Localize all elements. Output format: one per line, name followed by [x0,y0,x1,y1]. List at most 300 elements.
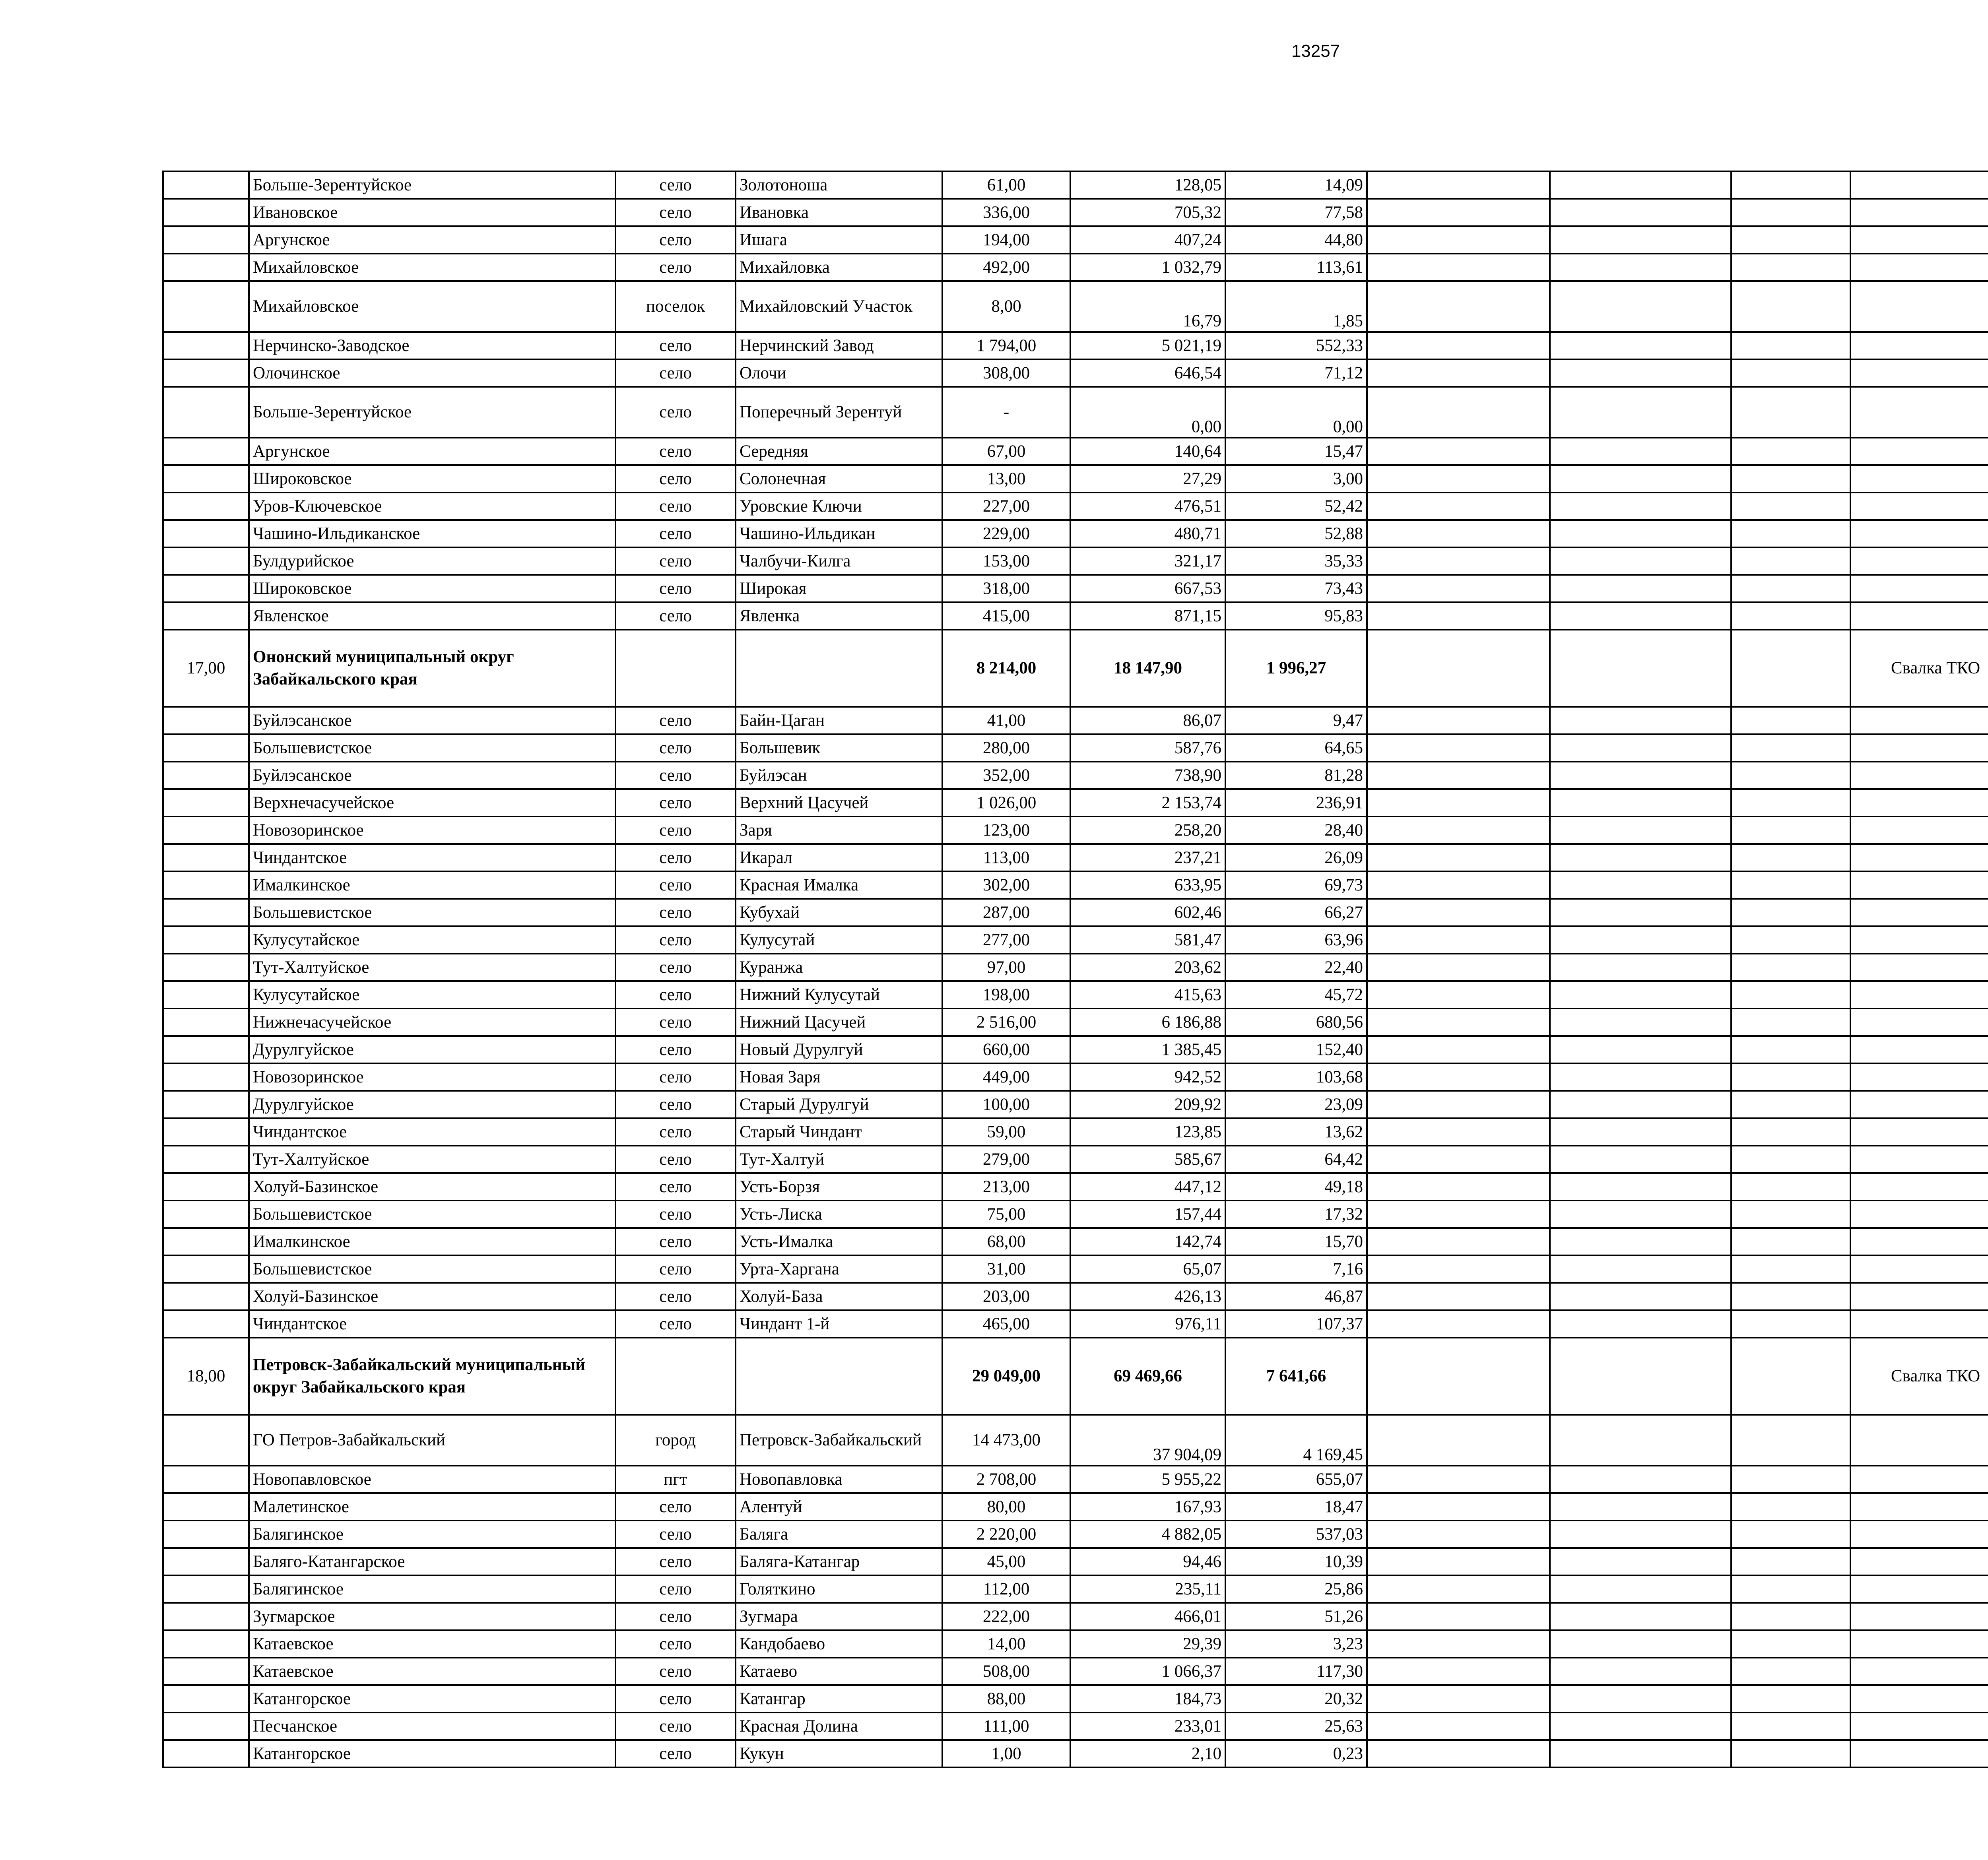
row-number [163,1063,249,1091]
empty-cell [1731,789,1850,817]
settlement-name: Баляго-Катангарское [249,1548,615,1575]
empty-cell [1731,438,1850,465]
district-row [163,630,1988,707]
empty-cell [1550,1493,1731,1521]
table-row [163,734,1988,762]
empty-cell [1731,1310,1850,1338]
population-value: 41,00 [942,707,1070,734]
empty-cell [1367,734,1550,762]
row-number [163,762,249,789]
population-value: 1 794,00 [942,332,1070,359]
volume-value: 321,17 [1070,547,1225,575]
table-row [163,871,1988,899]
district-volume: 18 147,90 [1070,630,1225,707]
mass-value: 1,85 [1225,281,1367,332]
empty-cell [1850,575,1988,602]
empty-cell [1367,1740,1550,1767]
table-row [163,1415,1988,1466]
table-row [163,602,1988,630]
empty-cell [1367,281,1550,332]
settlement-name: Уров-Ключевское [249,493,615,520]
volume-value: 86,07 [1070,707,1225,734]
population-value: 123,00 [942,817,1070,844]
row-number [163,1521,249,1548]
population-value: 287,00 [942,899,1070,926]
volume-value: 209,92 [1070,1091,1225,1118]
table-row [163,575,1988,602]
volume-value: 258,20 [1070,817,1225,844]
empty-cell [1850,707,1988,734]
empty-cell [1731,817,1850,844]
empty-cell [1550,844,1731,871]
empty-cell [1367,1283,1550,1310]
volume-value: 2,10 [1070,1740,1225,1767]
empty-cell [1550,899,1731,926]
empty-cell [1731,1146,1850,1173]
empty-cell [1367,602,1550,630]
empty-cell [1850,1091,1988,1118]
empty-cell [1850,1630,1988,1658]
empty-cell [1550,1091,1731,1118]
empty-cell [1731,1713,1850,1740]
volume-value: 27,29 [1070,465,1225,493]
row-number [163,899,249,926]
population-value: - [942,387,1070,438]
locality-name: Баляга [736,1521,942,1548]
volume-value: 585,67 [1070,1146,1225,1173]
volume-value: 1 066,37 [1070,1658,1225,1685]
locality-name: Красная Ималка [736,871,942,899]
empty-cell [1367,254,1550,281]
empty-cell [1550,387,1731,438]
population-value: 308,00 [942,359,1070,387]
locality-type: село [615,575,736,602]
empty-cell [1550,520,1731,547]
row-number [163,520,249,547]
mass-value: 64,65 [1225,734,1367,762]
empty-cell [1850,1548,1988,1575]
locality-name: Алентуй [736,1493,942,1521]
mass-value: 680,56 [1225,1009,1367,1036]
population-value: 45,00 [942,1548,1070,1575]
population-value: 75,00 [942,1201,1070,1228]
locality-type: село [615,1228,736,1255]
empty-cell [1550,1228,1731,1255]
empty-cell [1731,1521,1850,1548]
mass-value: 152,40 [1225,1036,1367,1063]
empty-cell [1731,630,1850,707]
volume-value: 1 032,79 [1070,254,1225,281]
district-name: Ононский муниципальный округ Забайкальского края [249,630,615,707]
empty-cell [1731,359,1850,387]
empty-cell [1550,1521,1731,1548]
empty-cell [1367,226,1550,254]
locality-type: село [615,1063,736,1091]
mass-value: 81,28 [1225,762,1367,789]
empty-cell [1550,226,1731,254]
population-value: 492,00 [942,254,1070,281]
empty-cell [1850,817,1988,844]
settlement-name: Нерчинско-Заводское [249,332,615,359]
empty-cell [1367,1658,1550,1685]
locality-type: село [615,1713,736,1740]
volume-value: 466,01 [1070,1603,1225,1630]
locality-type: село [615,734,736,762]
empty-cell [1850,1036,1988,1063]
row-number [163,1658,249,1685]
empty-cell [1550,1658,1731,1685]
mass-value: 66,27 [1225,899,1367,926]
locality-type: село [615,899,736,926]
table-row [163,199,1988,226]
empty-cell [1850,1575,1988,1603]
empty-cell [1367,1118,1550,1146]
mass-value: 25,63 [1225,1713,1367,1740]
empty-cell [1367,1575,1550,1603]
volume-value: 2 153,74 [1070,789,1225,817]
empty-cell [1850,1658,1988,1685]
empty-cell [1367,871,1550,899]
empty-cell [1550,1009,1731,1036]
mass-value: 113,61 [1225,254,1367,281]
table-row [163,226,1988,254]
empty-cell [1850,1118,1988,1146]
empty-cell [1367,199,1550,226]
empty-cell [1550,602,1731,630]
empty-cell [1731,1173,1850,1201]
empty-cell [1550,1173,1731,1201]
volume-value: 871,15 [1070,602,1225,630]
row-number [163,1228,249,1255]
empty-cell [1850,981,1988,1009]
table-row [163,465,1988,493]
empty-cell [1731,1228,1850,1255]
page-number: 13257 [1291,41,1340,61]
empty-cell [1550,762,1731,789]
settlement-name: ГО Петров-Забайкальский [249,1415,615,1466]
settlement-name: Тут-Халтуйское [249,1146,615,1173]
empty-cell [1367,520,1550,547]
volume-value: 142,74 [1070,1228,1225,1255]
locality-type: село [615,387,736,438]
population-value: 111,00 [942,1713,1070,1740]
mass-value: 46,87 [1225,1283,1367,1310]
district-volume: 69 469,66 [1070,1338,1225,1415]
empty-cell [1367,493,1550,520]
empty-cell [1731,575,1850,602]
locality-name: Баляга-Катангар [736,1548,942,1575]
empty-cell [1850,1228,1988,1255]
volume-value: 646,54 [1070,359,1225,387]
empty-cell [1731,1201,1850,1228]
settlement-name: Верхнечасучейское [249,789,615,817]
locality-type: село [615,438,736,465]
mass-value: 14,09 [1225,171,1367,199]
empty-cell [1731,199,1850,226]
row-number [163,1310,249,1338]
settlement-name: Новозоринское [249,1063,615,1091]
empty-cell [1367,547,1550,575]
locality-name: Чалбучи-Килга [736,547,942,575]
row-number [163,981,249,1009]
empty-cell [1850,171,1988,199]
population-value: 2 708,00 [942,1466,1070,1493]
mass-value: 52,42 [1225,493,1367,520]
row-number [163,1603,249,1630]
table-row [163,1740,1988,1767]
locality-type: село [615,254,736,281]
locality-type: село [615,981,736,1009]
row-number [163,1201,249,1228]
empty-cell [1850,387,1988,438]
settlement-name: Новозоринское [249,817,615,844]
locality-type: село [615,1173,736,1201]
settlement-name: Катангорское [249,1740,615,1767]
empty-cell [1731,762,1850,789]
locality-name: Усть-Ималка [736,1228,942,1255]
mass-value: 63,96 [1225,926,1367,954]
mass-value: 0,23 [1225,1740,1367,1767]
empty-cell [1731,1415,1850,1466]
table-row [163,1658,1988,1685]
table-row [163,899,1988,926]
table-row [163,520,1988,547]
settlement-name: Тут-Халтуйское [249,954,615,981]
locality-type: село [615,199,736,226]
volume-value: 476,51 [1070,493,1225,520]
empty-cell [1850,1173,1988,1201]
mass-value: 3,23 [1225,1630,1367,1658]
locality-name: Олочи [736,359,942,387]
mass-value: 45,72 [1225,981,1367,1009]
settlement-name: Аргунское [249,438,615,465]
population-value: 660,00 [942,1036,1070,1063]
empty-cell [1550,707,1731,734]
settlement-name: Холуй-Базинское [249,1283,615,1310]
empty-cell [1550,254,1731,281]
row-number [163,575,249,602]
locality-name: Чиндант 1-й [736,1310,942,1338]
mass-value: 552,33 [1225,332,1367,359]
mass-value: 4 169,45 [1225,1415,1367,1466]
population-value: 88,00 [942,1685,1070,1713]
empty-cell [1731,465,1850,493]
locality-type: село [615,226,736,254]
district-name: Петровск-Забайкальский муниципальный округ Забайкальского края [249,1338,615,1415]
volume-value: 5 955,22 [1070,1466,1225,1493]
empty-cell [1850,899,1988,926]
empty-cell [1367,899,1550,926]
settlement-name: Катаевское [249,1630,615,1658]
empty-cell [1850,844,1988,871]
empty-cell [1850,1685,1988,1713]
mass-value: 26,09 [1225,844,1367,871]
empty-cell [1367,1091,1550,1118]
population-value: 198,00 [942,981,1070,1009]
locality-type: село [615,1146,736,1173]
empty-cell [1731,1283,1850,1310]
empty-cell [1850,1063,1988,1091]
table-row [163,844,1988,871]
locality-name: Нижний Цасучей [736,1009,942,1036]
locality-type: село [615,1548,736,1575]
empty-cell [1850,954,1988,981]
mass-value: 22,40 [1225,954,1367,981]
mass-value: 3,00 [1225,465,1367,493]
population-value: 100,00 [942,1091,1070,1118]
empty-cell [1367,387,1550,438]
empty-cell [1367,1466,1550,1493]
population-value: 67,00 [942,438,1070,465]
volume-value: 976,11 [1070,1310,1225,1338]
locality-type: село [615,1740,736,1767]
mass-value: 73,43 [1225,575,1367,602]
population-value: 13,00 [942,465,1070,493]
population-value: 302,00 [942,871,1070,899]
settlement-name: Большевистское [249,734,615,762]
row-number [163,602,249,630]
empty-cell [1850,1009,1988,1036]
table-row [163,1493,1988,1521]
settlement-name: Кулусутайское [249,981,615,1009]
table-row [163,1575,1988,1603]
empty-cell [1367,171,1550,199]
volume-value: 6 186,88 [1070,1009,1225,1036]
volume-value: 233,01 [1070,1713,1225,1740]
empty-cell [1731,1685,1850,1713]
mass-value: 10,39 [1225,1548,1367,1575]
row-number [163,1283,249,1310]
district-population: 8 214,00 [942,630,1070,707]
settlement-name: Буйлэсанское [249,707,615,734]
empty-cell [1731,171,1850,199]
empty-cell [1550,817,1731,844]
population-value: 352,00 [942,762,1070,789]
mass-value: 15,47 [1225,438,1367,465]
empty-cell [1550,1415,1731,1466]
empty-cell [1850,281,1988,332]
empty-cell [1550,926,1731,954]
row-number [163,1713,249,1740]
empty-cell [1367,1685,1550,1713]
locality-name: Ишага [736,226,942,254]
settlement-name: Аргунское [249,226,615,254]
locality-name: Золотоноша [736,171,942,199]
empty-cell [1850,1521,1988,1548]
locality-type: село [615,817,736,844]
table-row [163,817,1988,844]
empty-cell [1550,547,1731,575]
mass-value: 9,47 [1225,707,1367,734]
table-row [163,387,1988,438]
empty-cell [1550,630,1731,707]
empty-cell [1850,1146,1988,1173]
empty-cell [1731,1603,1850,1630]
empty-cell [1731,871,1850,899]
locality-name: Явленка [736,602,942,630]
table-row [163,707,1988,734]
empty-cell [615,1338,736,1415]
table-row [163,332,1988,359]
row-number [163,954,249,981]
volume-value: 123,85 [1070,1118,1225,1146]
settlement-name: Чашино-Ильдиканское [249,520,615,547]
locality-type: село [615,1658,736,1685]
locality-name: Новый Дурулгуй [736,1036,942,1063]
row-number [163,1009,249,1036]
empty-cell [1731,1658,1850,1685]
settlement-name: Михайловское [249,254,615,281]
empty-cell [1850,602,1988,630]
locality-name: Михайловка [736,254,942,281]
empty-cell [1367,1521,1550,1548]
empty-cell [1850,789,1988,817]
locality-type: село [615,520,736,547]
settlement-name: Больше-Зерентуйское [249,387,615,438]
district-mass: 7 641,66 [1225,1338,1367,1415]
empty-cell [1550,1255,1731,1283]
locality-type: село [615,359,736,387]
empty-cell [1731,281,1850,332]
settlement-name: Нижнечасучейское [249,1009,615,1036]
empty-cell [1550,1685,1731,1713]
locality-name: Кубухай [736,899,942,926]
row-number [163,1575,249,1603]
row-number [163,1493,249,1521]
empty-cell [1850,547,1988,575]
empty-cell [1550,1713,1731,1740]
locality-type: село [615,493,736,520]
mass-value: 25,86 [1225,1575,1367,1603]
population-value: 279,00 [942,1146,1070,1173]
population-value: 508,00 [942,1658,1070,1685]
empty-cell [1731,226,1850,254]
volume-value: 633,95 [1070,871,1225,899]
district-mass: 1 996,27 [1225,630,1367,707]
empty-cell [1550,1630,1731,1658]
locality-name: Усть-Лиска [736,1201,942,1228]
empty-cell [1367,1146,1550,1173]
settlement-name: Чиндантское [249,844,615,871]
table-row [163,1009,1988,1036]
locality-type: село [615,871,736,899]
empty-cell [1550,1548,1731,1575]
empty-cell [1731,1493,1850,1521]
settlement-name: Большевистское [249,899,615,926]
table-row [163,1310,1988,1338]
empty-cell [1850,332,1988,359]
row-number [163,281,249,332]
district-population: 29 049,00 [942,1338,1070,1415]
locality-type: село [615,332,736,359]
table-row [163,281,1988,332]
locality-name: Заря [736,817,942,844]
settlement-name: Новопавловское [249,1466,615,1493]
locality-type: село [615,547,736,575]
empty-cell [1367,1173,1550,1201]
locality-name: Большевик [736,734,942,762]
volume-value: 480,71 [1070,520,1225,547]
settlement-name: Чиндантское [249,1310,615,1338]
row-number [163,1255,249,1283]
volume-value: 5 021,19 [1070,332,1225,359]
table-row [163,1603,1988,1630]
mass-value: 537,03 [1225,1521,1367,1548]
locality-name: Буйлэсан [736,762,942,789]
locality-name: Красная Долина [736,1713,942,1740]
settlement-name: Кулусутайское [249,926,615,954]
locality-type: село [615,1201,736,1228]
